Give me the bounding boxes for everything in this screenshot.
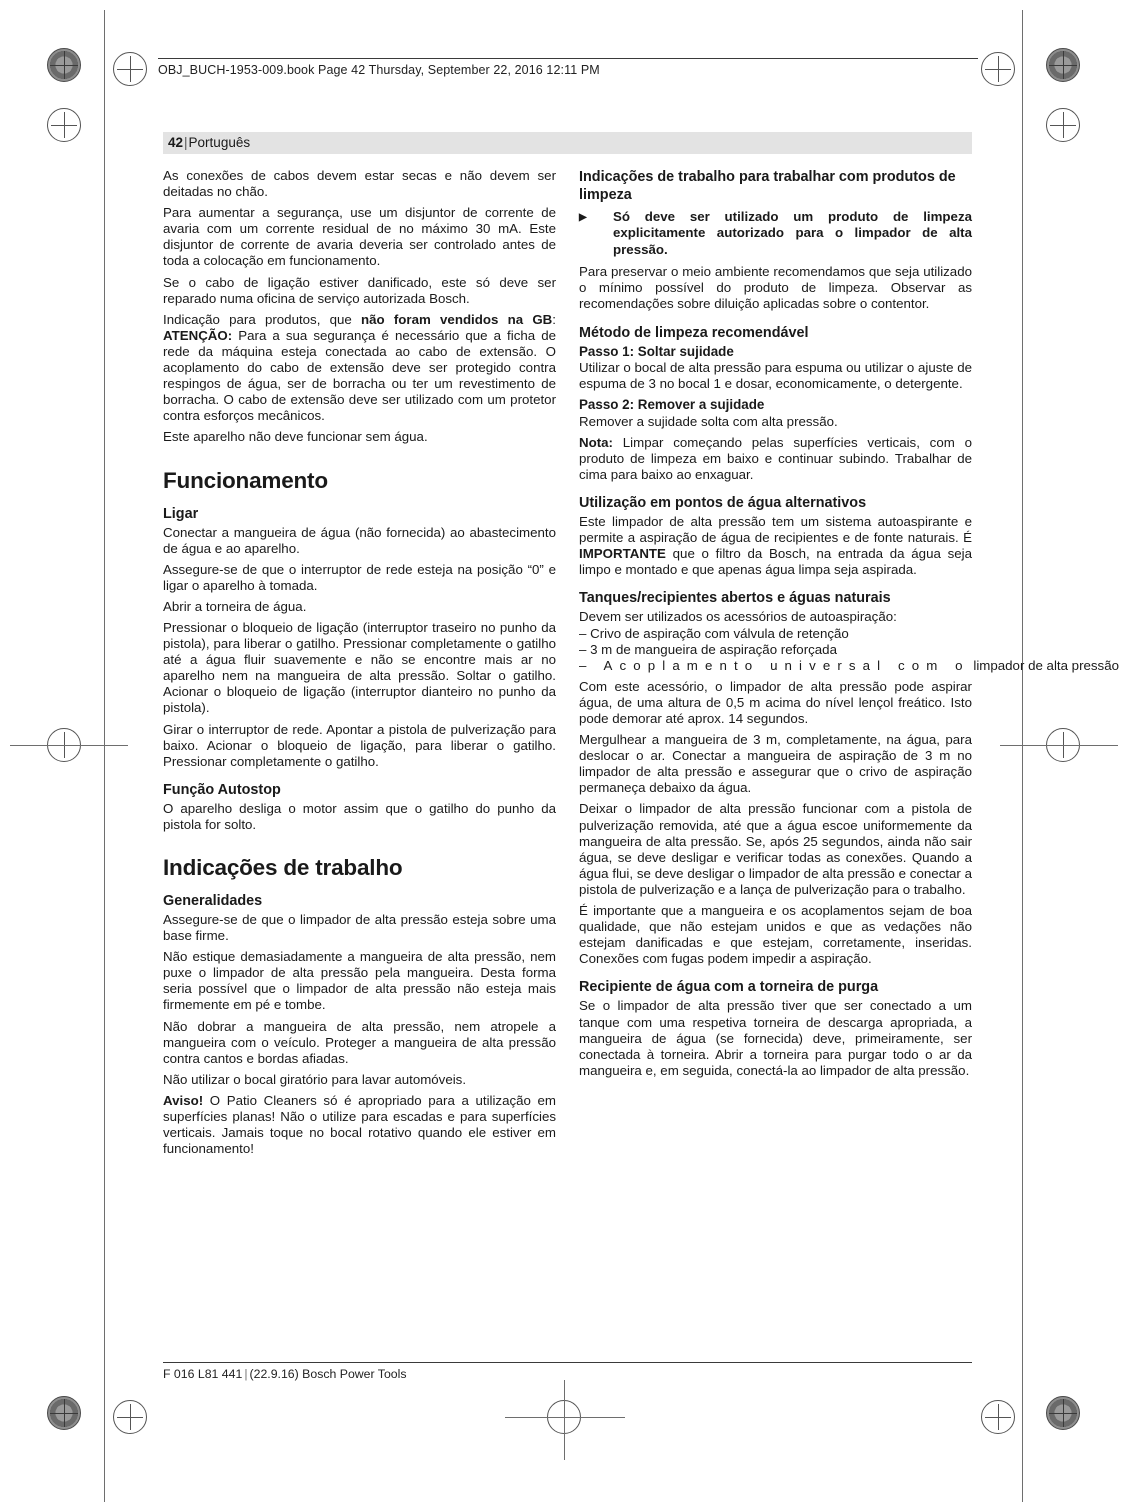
- page-footer: [163, 1362, 972, 1381]
- bullet-item-cleaning-product: [579, 209, 972, 258]
- heading-autostop: Função Autostop: [163, 781, 281, 798]
- footer-document-code: F 016 L81 441: [163, 1367, 243, 1381]
- autoaspirante-tail: que o filtro da Bosch, na entrada da água seja limpo e montado e que apenas água limpa seja aspirada.: [579, 546, 972, 578]
- paragraph-open-tap: Abrir a torneira de água.: [163, 598, 307, 614]
- attention-label: ATENÇÃO:: [163, 327, 233, 343]
- paragraph-no-water: Este aparelho não deve funcionar sem água.: [163, 429, 428, 445]
- registration-mark-bottom-right: [1046, 1396, 1080, 1430]
- acoplamento-tail-text: limpador de alta pressão: [969, 657, 1119, 673]
- paragraph-mergulhear: Mergulhear a mangueira de 3 m, completamente, na água, para deslocar o ar. Conectar a mangueira de aspiração de 3 m no limpador de alta pressão e assegurar que o crivo de aspiração permaneça debaixo da água.: [579, 732, 972, 796]
- paragraph-gb-notice: [163, 312, 556, 425]
- paragraph-turn-switch: Girar o interruptor de rede. Apontar a pistola de pulverização para baixo. Acionar o bloqueio de ligação, para liberar o gatilho. Pressionar completamente o gatilho.: [163, 721, 556, 769]
- page-number: 42: [168, 135, 184, 150]
- list-item-mangueira-3m: – 3 m de mangueira de aspiração reforçada: [579, 641, 837, 657]
- warning-body: O Patio Cleaners só é apropriado para a utilização em superfícies planas! Não o utilize para escadas e para superfícies verticais. Jamais toque no bocal rotativo quando ele estiver em funcionamento!: [163, 1092, 556, 1157]
- registration-mark-top-right: [1046, 48, 1080, 82]
- crop-mark-bottom-left: [113, 1400, 147, 1434]
- paragraph-nota: [579, 435, 972, 483]
- bullet-item-text: Só deve ser utilizado um produto de limpeza explicitamente autorizado para o limpador de alta pressão.: [613, 209, 972, 257]
- language-label: Português: [188, 135, 251, 150]
- paragraph-firm-base: Assegure-se de que o limpador de alta pressão esteja sobre uma base firme.: [163, 912, 556, 944]
- gb-notice-lead: Indicação para produtos, que: [163, 311, 362, 327]
- trim-rule-left: [104, 10, 105, 1502]
- running-head: [163, 132, 972, 154]
- paragraph-rotary-nozzle: Não utilizar o bocal giratório para lavar automóveis.: [163, 1071, 467, 1087]
- autoaspirante-lead: Este limpador de alta pressão tem um sistema autoaspirante e permite a aspiração de água de recipientes e de fonte naturais. É: [579, 514, 972, 546]
- footer-separator: |: [244, 1367, 248, 1381]
- paragraph-trigger-lock: Pressionar o bloqueio de ligação (interruptor traseiro no punho da pistola), para liberar o gatilho. Pressionar completamente o gatilho até a água fluir suavemente e não se encontre mais ar no aparelho nem na mangueira de alta pressão. Soltar o gatilho. Acionar o bloqueio de ligação (interruptor dianteiro no punho da pistola).: [163, 619, 556, 716]
- paragraph-warning-patio: [163, 1093, 556, 1157]
- right-column: [579, 168, 1119, 1162]
- running-head-separator: |: [184, 135, 188, 150]
- heading-funcionamento: Funcionamento: [163, 467, 328, 493]
- list-item-acoplamento-universal: [579, 657, 1119, 674]
- heading-passo-1: Passo 1: Soltar sujidade: [579, 343, 734, 359]
- nota-label: Nota:: [579, 434, 613, 450]
- paragraph-dont-stretch: Não estique demasiadamente a mangueira de alta pressão, nem puxe o limpador de alta pressão pela mangueira. Desta forma seria possível que o limpador de alta pressão não esteja mais firmemente em pé e tombe.: [163, 949, 556, 1013]
- trim-rule-mid-left: [10, 745, 128, 746]
- heading-utilizacao-pontos-agua: Utilização em pontos de água alternativos: [579, 495, 867, 512]
- triangle-bullet-icon: ▶: [579, 212, 587, 223]
- paragraph-dont-bend: Não dobrar a mangueira de alta pressão, nem atropele a mangueira com o veículo. Proteger a mangueira de alta pressão contra cantos e bordas afiadas.: [163, 1018, 556, 1066]
- page-content: [163, 132, 1119, 1162]
- warning-label: Aviso!: [163, 1092, 204, 1108]
- paragraph-cables-dry: As conexões de cabos devem estar secas e não devem ser deitadas no chão.: [163, 168, 556, 200]
- paragraph-passo-1-body: Utilizar o bocal de alta pressão para espuma ou utilizar o ajuste de espuma de 3 no bocal 1 e dosar, economicamente, o detergente.: [579, 360, 972, 392]
- trim-rule-mid-right: [1000, 745, 1118, 746]
- heading-metodo-limpeza: Método de limpeza recomendável: [579, 324, 809, 341]
- heading-indicacoes-trabalho: Indicações de trabalho: [163, 855, 403, 880]
- heading-passo-2: Passo 2: Remover a sujidade: [579, 397, 765, 413]
- gb-notice-colon: :: [552, 311, 556, 327]
- paragraph-deixar-funcionar: Deixar o limpador de alta pressão funcionar com a pistola de pulverização removida, até que a água escoe uniformemente da mangueira de alta pressão. Se, após 25 segundos, ainda não sair água, se deve desligar e verificar todas as conexões. Quando a água flui, se deve desligar o limpador de alta pressão e conectar a pistola de pulverização e a lança de pulverização para o trabalho.: [579, 801, 972, 897]
- paragraph-passo-2-body: Remover a sujidade solta com alta pressão.: [579, 413, 838, 429]
- paragraph-environment: Para preservar o meio ambiente recomendamos que seja utilizado o mínimo possível do produto de limpeza. Observar as recomendações sobre diluição aplicadas sobre o contentor.: [579, 264, 972, 312]
- trim-rule-bottom-center-v: [564, 1380, 565, 1460]
- crop-mark-mid-left-upper: [47, 108, 81, 142]
- nota-body: Limpar começando pelas superfícies verticais, com o produto de limpeza em baixo e continuar subindo. Trabalhar de cima para baixo ao enxaguar.: [579, 434, 972, 482]
- crop-mark-bottom-right: [981, 1400, 1015, 1434]
- file-header-line: OBJ_BUCH-1953-009.book Page 42 Thursday, September 22, 2016 12:11 PM: [158, 58, 978, 77]
- registration-mark-top-left: [47, 48, 81, 82]
- footer-imprint: (22.9.16) Bosch Power Tools: [249, 1367, 407, 1381]
- paragraph-autostop-body: O aparelho desliga o motor assim que o gatilho do punho da pistola for solto.: [163, 800, 556, 832]
- registration-mark-bottom-left: [47, 1396, 81, 1430]
- paragraph-aspirar-altura: Com este acessório, o limpador de alta pressão pode aspirar água, de uma altura de 0,5 m acima do nível lençol freático. Isto pode demorar até aprox. 14 segundos.: [579, 678, 972, 726]
- paragraph-recipiente-body: Se o limpador de alta pressão tiver que ser conectado a um tanque com uma respetiva torneira de descarga apropriada, a mangueira de água (se fornecida) deve, primeiramente, ser conectada à torneira. Abrir a torneira para purgar todo o ar da mangueira e, em seguida, conectá-la ao limpador de alta pressão.: [579, 998, 972, 1078]
- left-column: [163, 168, 556, 1162]
- acoplamento-stretched-text: – Acoplamento universal com o: [579, 657, 970, 673]
- paragraph-rcd: Para aumentar a segurança, use um disjuntor de corrente de avaria com um corrente residual de no máximo 30 mA. Este disjuntor de corrente de avaria deveria ser controlado antes de toda a colocação em funcionamento.: [163, 205, 556, 269]
- crop-mark-mid-right-upper: [1046, 108, 1080, 142]
- trim-rule-bottom-center: [505, 1417, 625, 1418]
- heading-produtos-limpeza: Indicações de trabalho para trabalhar com produtos de limpeza: [579, 169, 956, 203]
- importante-label: IMPORTANTE: [579, 546, 666, 562]
- crop-mark-top-right: [981, 52, 1015, 86]
- paragraph-connect-hose: Conectar a mangueira de água (não fornecida) ao abastecimento de água e ao aparelho.: [163, 524, 556, 556]
- paragraph-qualidade-acoplamentos: É importante que a mangueira e os acoplamentos sejam de boa qualidade, que não estejam unidos e que as vedações não estejam danificadas e que estejam, corretamente, inseridas. Conexões com fugas podem impedir a aspiração.: [579, 903, 972, 967]
- two-column-body: [163, 168, 1119, 1162]
- list-item-crivo: – Crivo de aspiração com válvula de retenção: [579, 625, 849, 641]
- crop-mark-top-left: [113, 52, 147, 86]
- heading-tanques-recipientes: Tanques/recipientes abertos e águas naturais: [579, 590, 891, 607]
- paragraph-autoaspirante: [579, 514, 972, 578]
- heading-ligar: Ligar: [163, 505, 199, 522]
- gb-notice-body: Para a sua segurança é necessário que a ficha de rede da máquina esteja conectada ao cabo de extensão. O acoplamento do cabo de extensão deve ser protegido contra respingos de água, ser de borracha ou ter um revestimento de borracha. O cabo de extensão deve ser utilizado com um protetor contra esforços mecânicos.: [163, 327, 556, 424]
- trim-rule-right: [1022, 10, 1023, 1502]
- heading-generalidades: Generalidades: [163, 893, 263, 909]
- heading-recipiente-torneira: Recipiente de água com a torneira de purga: [579, 979, 879, 996]
- paragraph-switch-zero: Assegure-se de que o interruptor de rede esteja na posição “0” e ligar o aparelho à tomada.: [163, 561, 556, 593]
- paragraph-acessorios-intro: Devem ser utilizados os acessórios de autoaspiração:: [579, 609, 897, 625]
- paragraph-damaged-cable: Se o cabo de ligação estiver danificado, este só deve ser reparado numa oficina de serviço autorizada Bosch.: [163, 274, 556, 306]
- gb-notice-bold: não foram vendidos na GB: [361, 311, 553, 327]
